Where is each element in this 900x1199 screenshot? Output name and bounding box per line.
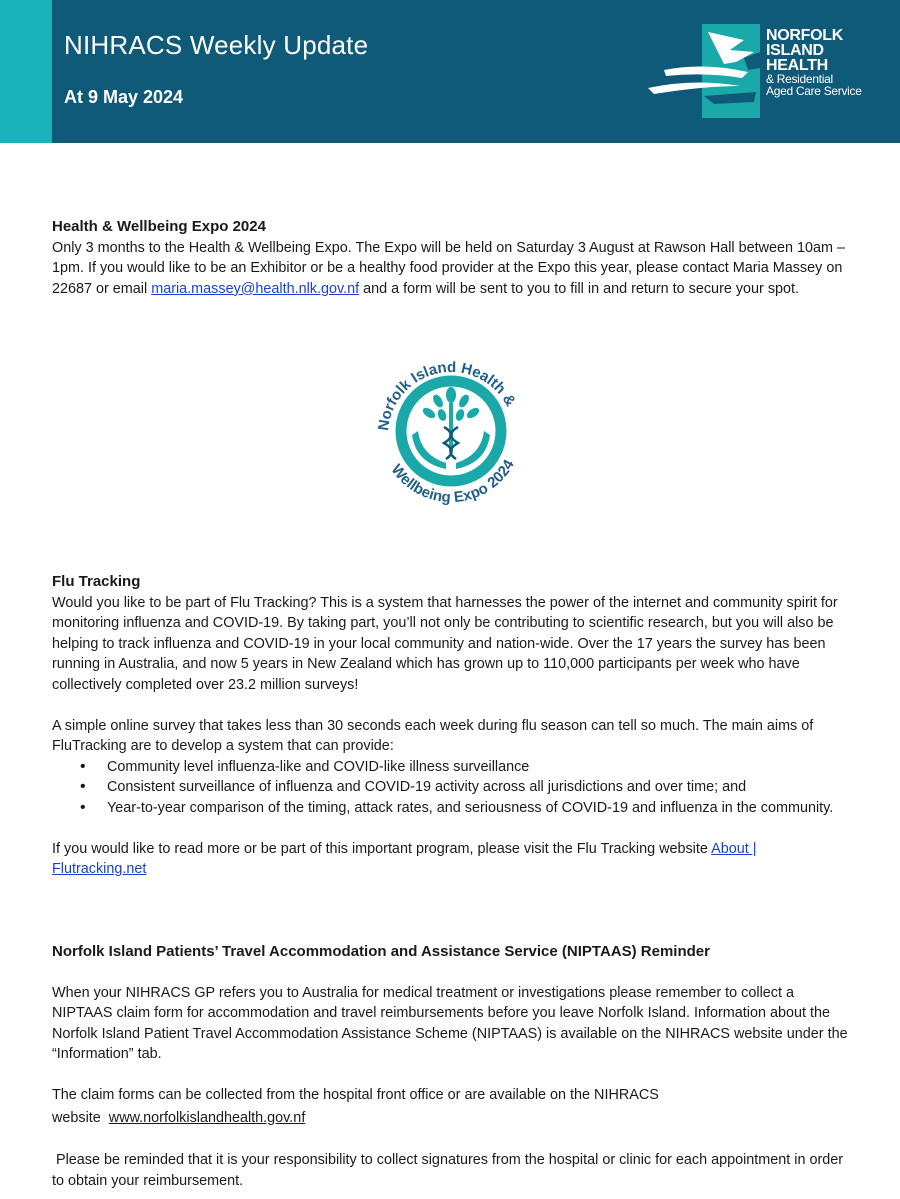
logo-line-4: & Residential bbox=[766, 72, 833, 86]
flu-paragraph-1: Would you like to be part of Flu Tracking? This is a system that harnesses the power of the internet and community spirit for monitoring influenza and COVID-19. By taking part, you’ll not only be contributing to scientific research, but you will also be helping to track influenza and COVID-19 in your local community and nation-wide. Over the 17 years the survey has been running in Australia, and now 5 years in New Zealand which has grown up to 110,000 participants per week who have collectively completed over 23.2 million surveys! bbox=[52, 594, 838, 693]
niptaas-text-2: The claim forms can be collected from the hospital front office or are available on the NIHRACS bbox=[52, 1086, 659, 1103]
niptaas-paragraph-2 bbox=[52, 1085, 852, 1128]
niptaas-paragraph-3: Please be reminded that it is your responsibility to collect signatures from the hospital or clinic for each appointment in order to obtain your reimbursement. bbox=[52, 1152, 848, 1189]
logo-text bbox=[766, 28, 862, 97]
expo-email-link[interactable]: maria.massey@health.nlk.gov.nf bbox=[151, 280, 360, 297]
expo-text-2: and a form will be sent to you to fill in and return to secure your spot. bbox=[359, 280, 800, 297]
logo-line-2: ISLAND bbox=[766, 42, 824, 59]
flu-aims-list bbox=[80, 757, 852, 819]
logo-line-5: Aged Care Service bbox=[766, 84, 862, 98]
header-banner bbox=[0, 0, 900, 143]
expo-text-1: Only 3 months to the Health & Wellbeing Expo. The Expo will be held on Saturday 3 August at Rawson Hall between 10am – 1pm. If you would like to be an Exhibitor or be a healthy food provider at the Expo this year, please contact Maria Massey on 22687 or email bbox=[52, 239, 846, 297]
flu-heading: Flu Tracking bbox=[52, 573, 141, 590]
logo-line-3: HEALTH bbox=[766, 57, 828, 74]
niptaas-paragraph-1: When your NIHRACS GP refers you to Australia for medical treatment or investigations please remember to collect a NIPTAAS claim form for accommodation and travel reimbursements before you leave Norfolk Island. Information about the Norfolk Island Patient Travel Accommodation Assistance Scheme (NIPTAAS) is available on the NIHRACS website under the “Information” tab. bbox=[52, 984, 848, 1063]
niptaas-website-link[interactable]: www.norfolkislandhealth.gov.nf bbox=[108, 1109, 306, 1126]
niptaas-heading: Norfolk Island Patients’ Travel Accommodation and Assistance Service (NIPTAAS) Reminder bbox=[52, 943, 710, 960]
header-accent-bar bbox=[0, 0, 52, 143]
page-date: At 9 May 2024 bbox=[64, 87, 184, 107]
wellbeing-expo-logo bbox=[366, 343, 536, 518]
norfolk-island-health-logo bbox=[644, 22, 884, 122]
expo-section bbox=[52, 217, 852, 299]
logo-mark-icon bbox=[644, 22, 764, 122]
flu-text-3: If you would like to read more or be part of this important program, please visit the Flu Tracking website bbox=[52, 840, 712, 857]
flu-paragraph-3 bbox=[52, 839, 852, 880]
list-item: • Consistent surveillance of influenza and COVID-19 activity across all jurisdictions and over time; and bbox=[80, 777, 852, 798]
niptaas-section bbox=[52, 942, 852, 1191]
expo-logo-top-text: Norfolk Island Health & bbox=[375, 358, 520, 432]
list-item: • Community level influenza-like and COVID-like illness surveillance bbox=[80, 757, 852, 778]
logo-line-1: NORFOLK bbox=[766, 27, 844, 44]
list-item: • Year-to-year comparison of the timing, attack rates, and seriousness of COVID-19 and influenza in the community. bbox=[80, 798, 852, 819]
flu-section bbox=[52, 572, 852, 880]
niptaas-website-prefix: website bbox=[52, 1109, 109, 1126]
expo-logo-bottom-text: Wellbeing Expo 2024 bbox=[387, 456, 518, 507]
page-title: NIHRACS Weekly Update bbox=[64, 30, 369, 60]
flu-paragraph-2: A simple online survey that takes less than 30 seconds each week during flu season can tell so much. The main aims of FluTracking are to develop a system that can provide: bbox=[52, 717, 814, 755]
flutracking-link[interactable]: About | Flutracking.net bbox=[52, 840, 757, 878]
expo-paragraph bbox=[52, 238, 852, 300]
expo-heading: Health & Wellbeing Expo 2024 bbox=[52, 218, 266, 235]
